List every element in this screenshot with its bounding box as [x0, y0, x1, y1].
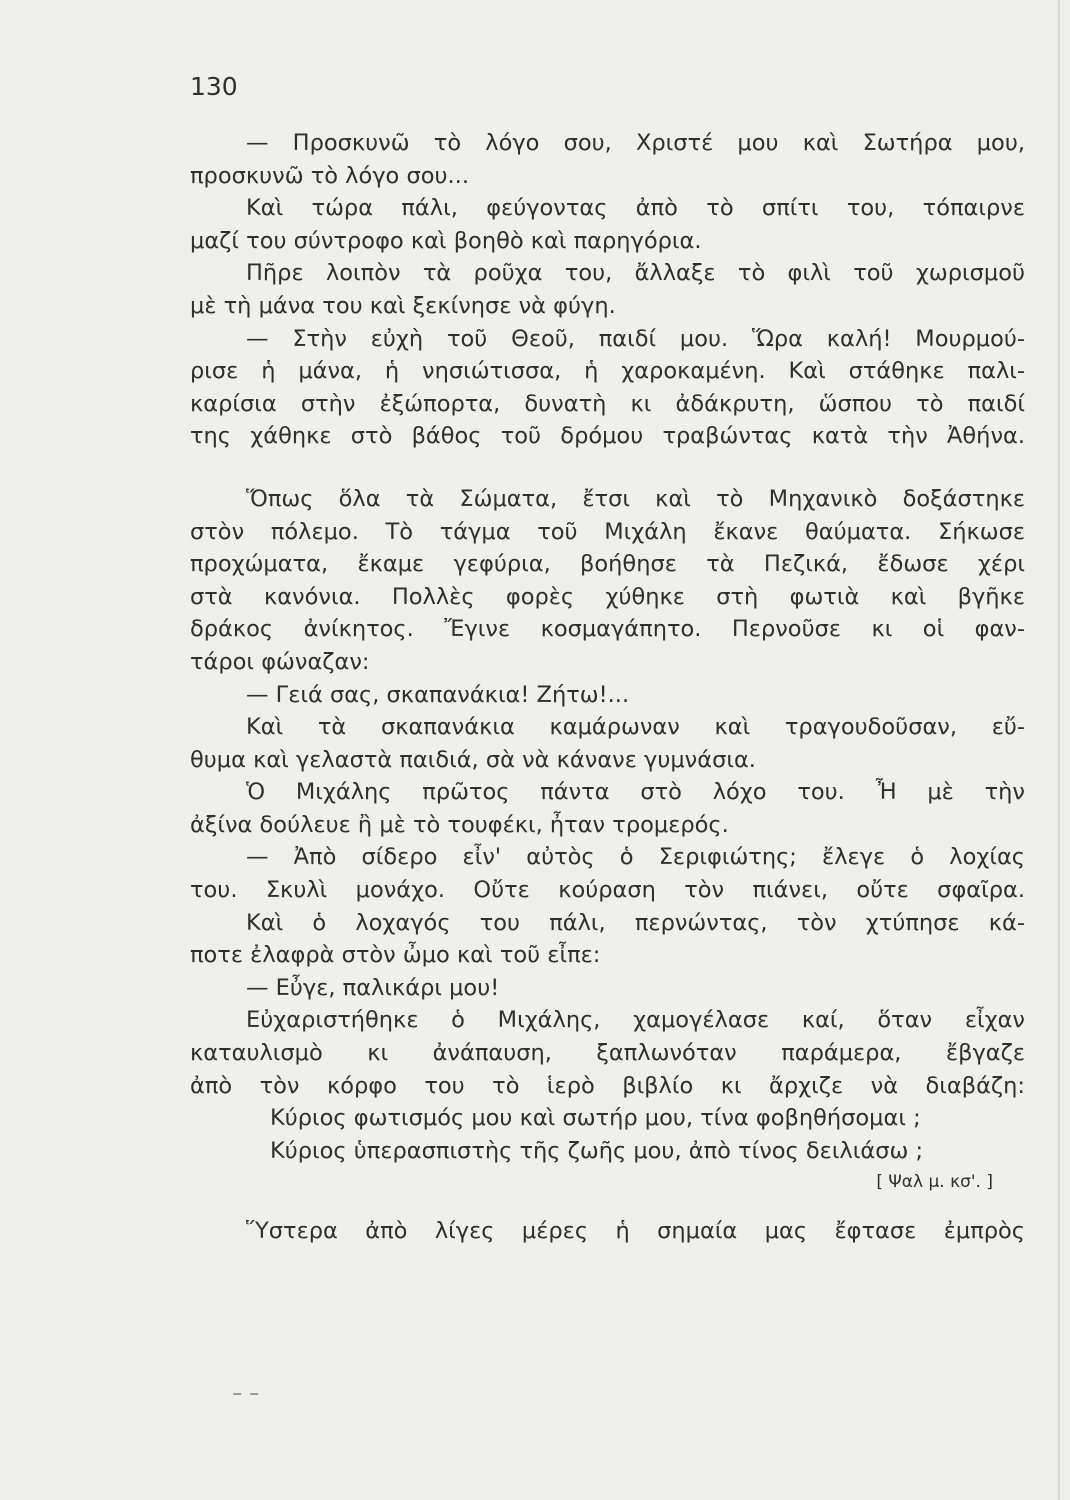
verse-line: Κύριος φωτισμός μου καὶ σωτήρ μου, τίνα φοβηθήσομαι ; — [270, 1105, 921, 1132]
text-line: Ὕστερα ἀπὸ λίγες μέρες ἡ σημαία μας ἔφτασε ἐμπρὸς — [246, 1218, 1025, 1245]
text-line: προχώματα, ἔκαμε γεφύρια, βοήθησε τὰ Πεζικά, ἔδωσε χέρι — [190, 551, 1025, 578]
text-line: — Εὖγε, παλικάρι μου! — [246, 974, 500, 1001]
text-line: ποτε ἐλαφρὰ στὸν ὦμο καὶ τοῦ εἶπε: — [190, 942, 601, 969]
text-line: Ὅπως ὅλα τὰ Σώματα, ἔτσι καὶ τὸ Μηχανικὸ δοξάστηκε — [246, 485, 1025, 512]
text-line: στὰ κανόνια. Πολλὲς φορὲς χύθηκε στὴ φωτιὰ καὶ βγῆκε — [190, 583, 1025, 610]
text-line: — Στὴν εὐχὴ τοῦ Θεοῦ, παιδί μου. Ὥρα καλή! Μουρμού- — [246, 325, 1025, 352]
paragraph-gap — [190, 453, 1025, 483]
text-line: Πῆρε λοιπὸν τὰ ροῦχα του, ἄλλαξε τὸ φιλὶ τοῦ χωρισμοῦ — [246, 260, 1025, 287]
text-line: ἀξίνα δούλευε ἢ μὲ τὸ τουφέκι, ἦταν τρομερός. — [190, 811, 729, 838]
text-line: προσκυνῶ τὸ λόγο σου... — [190, 162, 469, 189]
text-line: Εὐχαριστήθηκε ὁ Μιχάλης, χαμογέλασε καί, ὅταν εἶχαν — [246, 1007, 1025, 1034]
text-line: μαζί του σύντροφο καὶ βοηθὸ καὶ παρηγόρια. — [190, 227, 702, 254]
text-line: της χάθηκε στὸ βάθος τοῦ δρόμου τραβώντας κατὰ τὴν Ἀθήνα. — [190, 423, 1025, 450]
text-line: ρισε ἡ μάνα, ἡ νησιώτισσα, ἡ χαροκαμένη. Καὶ στάθηκε παλι- — [190, 358, 1025, 385]
page-number: 130 — [190, 72, 238, 101]
body-text — [190, 127, 1025, 1248]
psalm-citation: [ Ψαλ μ. κσ'. ] — [876, 1172, 993, 1193]
text-line: — Προσκυνῶ τὸ λόγο σου, Χριστέ μου καὶ Σωτήρα μου, — [246, 130, 1025, 156]
text-line: τάροι φώναζαν: — [190, 648, 370, 675]
text-line: Καὶ τώρα πάλι, φεύγοντας ἀπὸ τὸ σπίτι του, τόπαιρνε — [246, 195, 1025, 222]
text-line: του. Σκυλὶ μονάχο. Οὔτε κούραση τὸν πιάνει, οὔτε σφαῖρα. — [190, 877, 1025, 904]
text-line: στὸν πόλεμο. Τὸ τάγμα τοῦ Μιχάλη ἔκανε θαύματα. Σήκωσε — [190, 518, 1025, 545]
text-line: Καὶ ὁ λοχαγός του πάλι, περνώντας, τὸν χτύπησε κά- — [246, 909, 1025, 936]
text-line: καταυλισμὸ κι ἀνάπαυση, ξαπλωνόταν παράμερα, ἔβγαζε — [190, 1040, 1025, 1067]
text-line: μὲ τὴ μάνα του καὶ ξεκίνησε νὰ φύγη. — [190, 292, 616, 319]
text-line: Καὶ τὰ σκαπανάκια καμάρωναν καὶ τραγουδοῦσαν, εὔ- — [246, 714, 1025, 741]
text-line: — Γειά σας, σκαπανάκια! Ζήτω!... — [246, 681, 630, 708]
verse-line: Κύριος ὑπερασπιστὴς τῆς ζωῆς μου, ἀπὸ τίνος δειλιάσω ; — [270, 1137, 924, 1164]
page-edge — [1058, 0, 1060, 1500]
text-line: θυμα καὶ γελαστὰ παιδιά, σὰ νὰ κάνανε γυμνάσια. — [190, 746, 756, 773]
text-line: δράκος ἀνίκητος. Ἔγινε κοσμαγάπητο. Περνοῦσε κι οἱ φαν- — [190, 616, 1025, 643]
footer-marks: ⁻ ⁻ — [232, 1385, 260, 1409]
text-line: ἀπὸ τὸν κόρφο του τὸ ἱερὸ βιβλίο κι ἄρχιζε νὰ διαβάζη: — [190, 1072, 1025, 1099]
text-line: Ὁ Μιχάλης πρῶτος πάντα στὸ λόχο του. Ἦ μὲ τὴν — [246, 779, 1025, 806]
text-line: — Ἀπὸ σίδερο εἶν' αὐτὸς ὁ Σεριφιώτης; ἔλεγε ὁ λοχίας — [246, 844, 1025, 871]
text-line: καρίσια στὴν ἐξώπορτα, δυνατὴ κι ἀδάκρυτη, ὥσπου τὸ παιδί — [190, 390, 1025, 417]
paragraph-gap — [190, 1197, 1025, 1215]
